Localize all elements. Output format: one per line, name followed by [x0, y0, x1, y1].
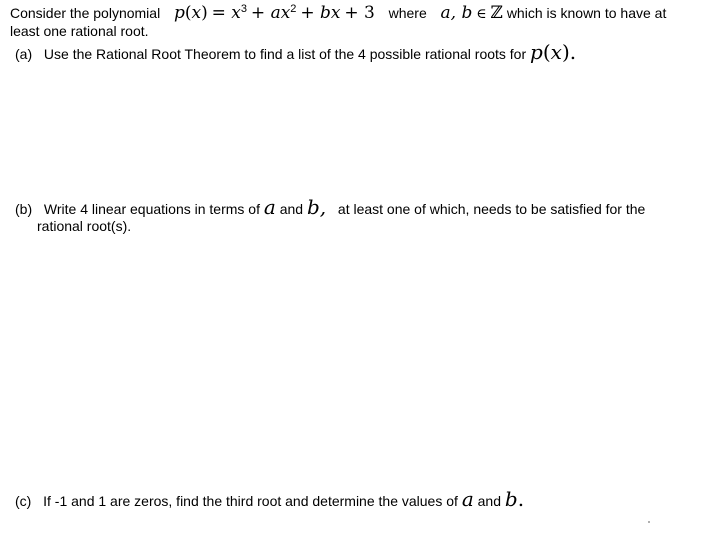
part-c	[15, 487, 525, 511]
intro-line-2	[10, 22, 149, 40]
part-a-label: (a)	[15, 46, 33, 62]
poly-exp-3: 3	[240, 2, 248, 15]
part-a-func: p	[530, 40, 543, 64]
part-b-text-1: Write 4 linear equations in terms of	[43, 201, 260, 217]
part-a-text: Use the Rational Root Theorem to find a list of the 4 possible rational roots for	[43, 46, 527, 62]
part-c-var-b: b	[504, 487, 518, 511]
poly-plus-b: +	[300, 3, 320, 23]
part-c-label: (c)	[15, 493, 32, 509]
part-a-arg: x	[550, 40, 562, 64]
part-c-end: .	[517, 487, 525, 511]
intro-text-before: Consider the polynomial	[10, 5, 161, 21]
intro-line-1	[10, 4, 666, 23]
polynomial-expression: $p(x) = x^3 + ax^2$ + bx + 3	[173, 2, 375, 23]
stray-dot	[648, 521, 650, 523]
poly-coef-a: a	[270, 3, 281, 23]
part-b-line-2-text: rational root(s).	[37, 218, 132, 234]
part-a: (a) Use the Rational Root Theorem to find a list of the 4 possible rational roots for p(x).	[15, 40, 577, 64]
part-c-and: and	[477, 493, 501, 509]
intro-integers: ℤ	[490, 3, 503, 23]
part-b-line-2	[37, 217, 131, 235]
part-c-var-a: a	[461, 487, 474, 511]
poly-x-cubed: x	[231, 3, 241, 23]
poly-name: p	[173, 3, 185, 23]
part-b-var-a: a	[263, 195, 276, 219]
intro-member: ∈	[476, 6, 487, 22]
poly-exp-2: 2	[290, 2, 297, 15]
part-b-text-2: at least one of which, needs to be satisfied for the	[337, 201, 646, 217]
part-c-text: If -1 and 1 are zeros, find the third root and determine the values of	[43, 493, 458, 509]
intro-where: where	[388, 5, 427, 21]
poly-var: x	[191, 3, 202, 23]
poly-constant: + 3	[344, 3, 375, 23]
part-b-var-b: b,	[306, 195, 327, 219]
poly-x: x	[330, 3, 341, 23]
intro-vars: a, b	[440, 3, 473, 23]
part-b-line-1	[15, 195, 646, 219]
part-b-label: (b)	[15, 201, 33, 217]
poly-x-squared: x	[280, 3, 291, 23]
intro-line-2-text: least one rational root.	[10, 23, 149, 39]
part-a-end: .	[569, 40, 577, 64]
part-b-and: and	[279, 201, 304, 217]
intro-text-after: which is known to have at	[506, 5, 667, 21]
poly-plus-a: +	[250, 3, 271, 23]
poly-coef-b: b	[319, 3, 331, 23]
